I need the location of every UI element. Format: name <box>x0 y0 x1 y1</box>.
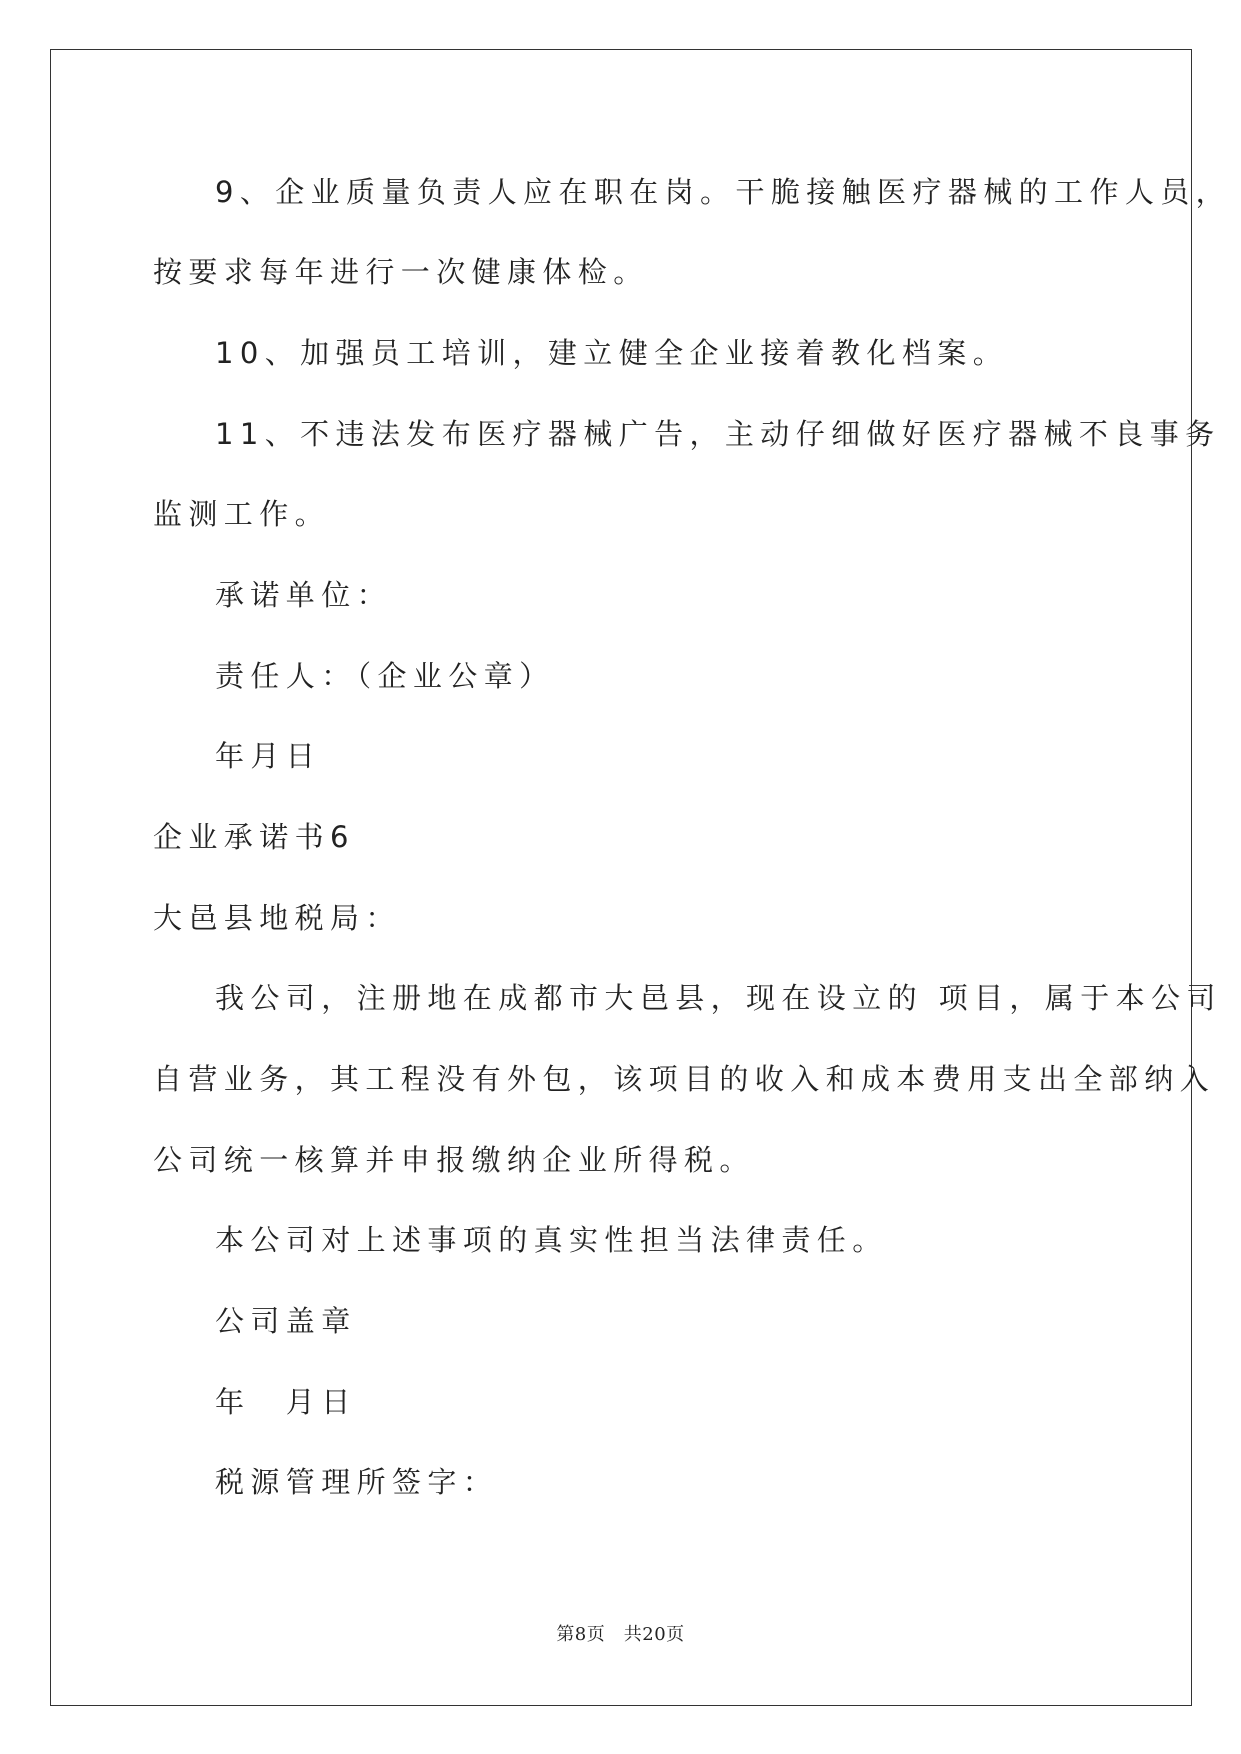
page-border <box>50 49 1192 1706</box>
section-title: 企业承诺书6 <box>153 820 355 854</box>
paragraph-11-line-2: 监测工作。 <box>153 497 331 531</box>
date-label: 年月日 <box>215 739 322 773</box>
company-seal-label: 公司盖章 <box>215 1304 357 1338</box>
paragraph-9-line-1: 9、企业质量负责人应在职在岗。干脆接触医疗器械的工作人员， <box>215 175 1232 209</box>
tax-office-signature-label: 税源管理所签字： <box>215 1465 499 1499</box>
paragraph-11-line-1: 11、不违法发布医疗器械广告，主动仔细做好医疗器械不良事务 <box>215 417 1221 451</box>
body-line-1: 我公司，注册地在成都市大邑县，现在设立的 项目，属于本公司 <box>215 981 1222 1015</box>
liability-statement: 本公司对上述事项的真实性担当法律责任。 <box>215 1223 888 1257</box>
body-line-3: 公司统一核算并申报缴纳企业所得税。 <box>153 1143 755 1177</box>
page-number: 第8页 共20页 <box>556 1624 685 1645</box>
responsible-person-label: 责任人：（企业公章） <box>215 659 555 693</box>
body-line-2: 自营业务，其工程没有外包，该项目的收入和成本费用支出全部纳入 <box>153 1062 1216 1096</box>
paragraph-10: 10、加强员工培训，建立健全企业接着教化档案。 <box>215 336 1009 370</box>
promise-unit-label: 承诺单位： <box>215 578 393 612</box>
addressee: 大邑县地税局： <box>153 901 401 935</box>
signature-date-label: 年 月日 <box>215 1385 357 1419</box>
paragraph-9-line-2: 按要求每年进行一次健康体检。 <box>153 255 649 289</box>
